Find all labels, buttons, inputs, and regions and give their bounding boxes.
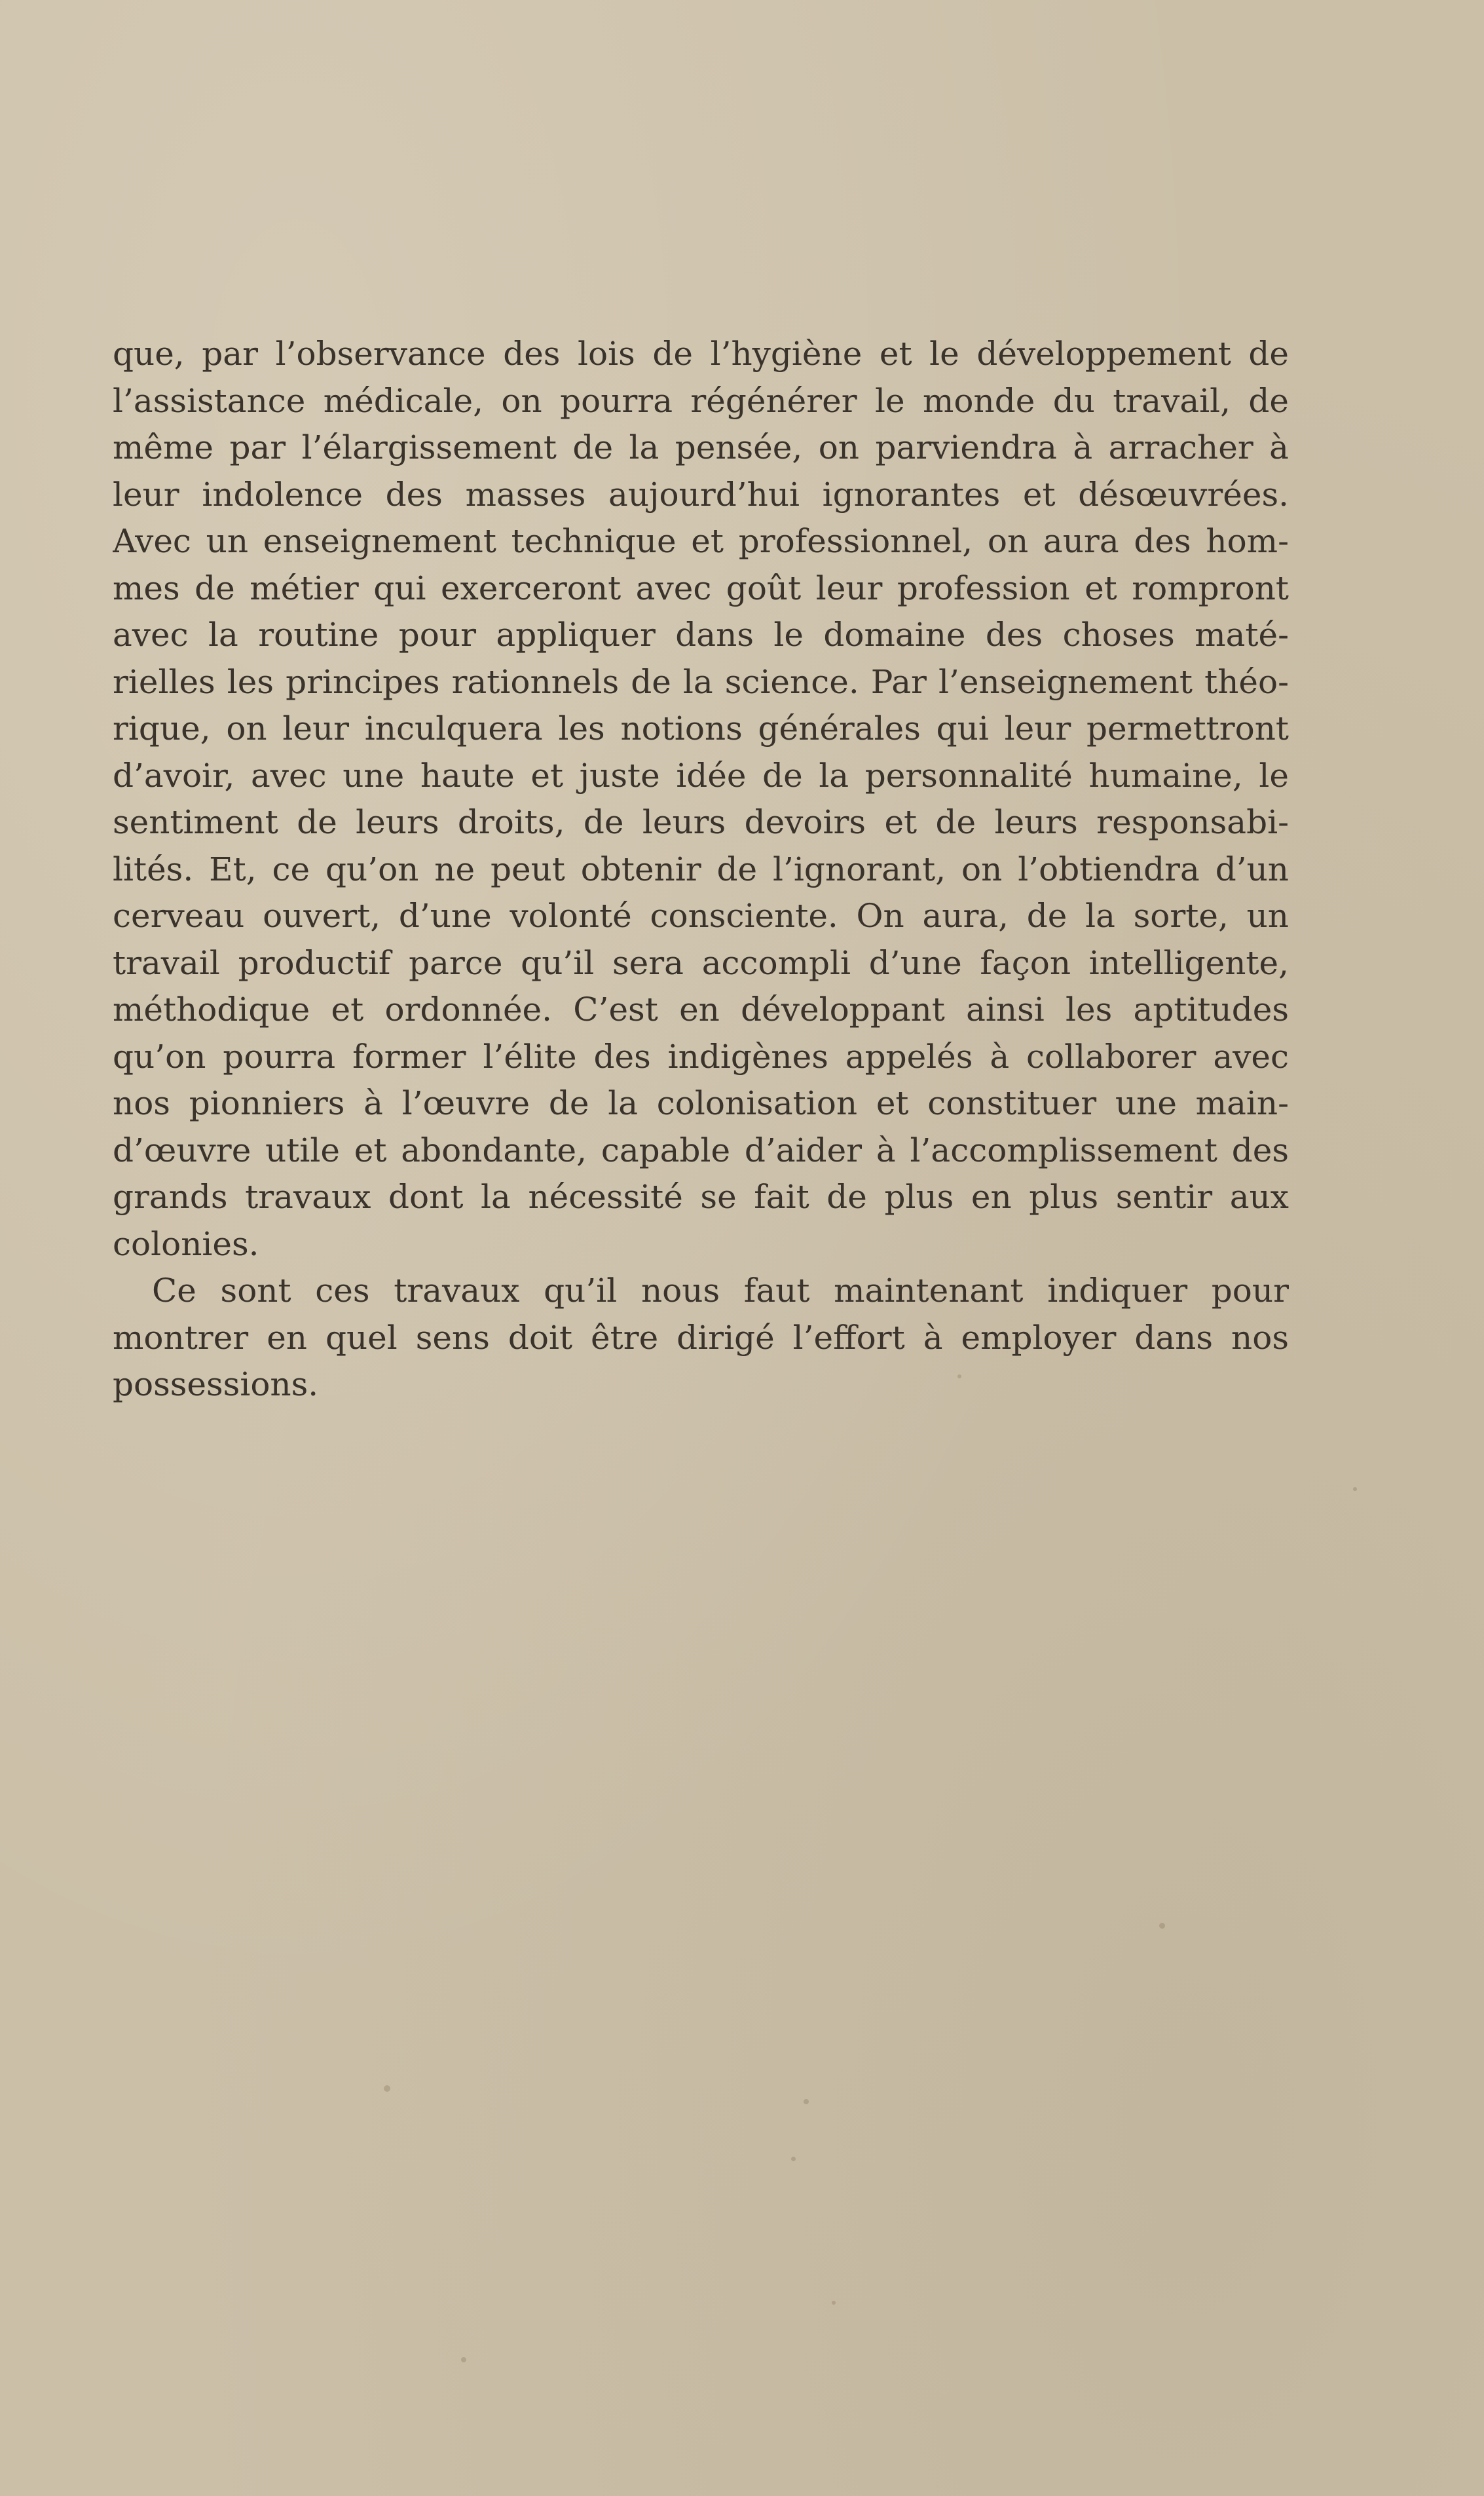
text-line: possessions. xyxy=(113,1365,319,1403)
text-line: leur indolence des masses aujourd’hui ignorantes et désœuvrées. xyxy=(113,475,1289,514)
paper-speck xyxy=(832,2301,836,2305)
text-line: travail productif parce qu’il sera accompli d’une façon intelligente, xyxy=(113,943,1289,982)
text-line: qu’on pourra former l’élite des indigènes appelés à collaborer avec xyxy=(113,1037,1289,1076)
text-line: grands travaux dont la nécessité se fait de plus en plus sentir aux xyxy=(113,1178,1289,1216)
text-line: rique, on leur inculquera les notions générales qui leur permettront xyxy=(113,709,1289,747)
paper-speck xyxy=(1353,1487,1357,1491)
paragraph-2 xyxy=(113,1268,1289,1409)
text-line: sentiment de leurs droits, de leurs devoirs et de leurs responsabi- xyxy=(113,803,1289,841)
paper-speck xyxy=(461,2357,466,2362)
body-text xyxy=(113,331,1289,1409)
text-line: Avec un enseignement technique et professionnel, on aura des hom- xyxy=(113,522,1289,560)
text-line: méthodique et ordonnée. C’est en développant ainsi les aptitudes xyxy=(113,991,1289,1029)
paragraph-1 xyxy=(113,331,1289,1268)
text-line: l’assistance médicale, on pourra régénérer le monde du travail, de xyxy=(113,381,1289,420)
text-line: colonies. xyxy=(113,1224,259,1263)
text-line: Ce sont ces travaux qu’il nous faut maintenant indiquer pour xyxy=(152,1272,1289,1310)
text-line: même par l’élargissement de la pensée, on parviendra à arracher à xyxy=(113,428,1289,466)
text-line: que, par l’observance des lois de l’hygiène et le développement de xyxy=(113,335,1289,373)
paper-speck xyxy=(384,2085,390,2092)
paper-speck xyxy=(791,2157,796,2161)
text-line: mes de métier qui exerceront avec goût leur profession et rompront xyxy=(113,569,1289,607)
text-line: rielles les principes rationnels de la science. Par l’enseignement théo- xyxy=(113,662,1289,701)
text-line: lités. Et, ce qu’on ne peut obtenir de l’ignorant, on l’obtiendra d’un xyxy=(113,850,1289,888)
paper-speck xyxy=(1159,1923,1165,1929)
text-line: avec la routine pour appliquer dans le domaine des choses maté- xyxy=(113,616,1289,654)
text-line: montrer en quel sens doit être dirigé l’effort à employer dans nos xyxy=(113,1318,1289,1357)
text-line: cerveau ouvert, d’une volonté consciente. On aura, de la sorte, un xyxy=(113,897,1289,935)
text-line: d’œuvre utile et abondante, capable d’aider à l’accomplissement des xyxy=(113,1131,1289,1169)
text-line: d’avoir, avec une haute et juste idée de la personnalité humaine, le xyxy=(113,756,1289,795)
paper-speck xyxy=(804,2099,809,2104)
text-line: nos pionniers à l’œuvre de la colonisation et constituer une main- xyxy=(113,1084,1289,1122)
